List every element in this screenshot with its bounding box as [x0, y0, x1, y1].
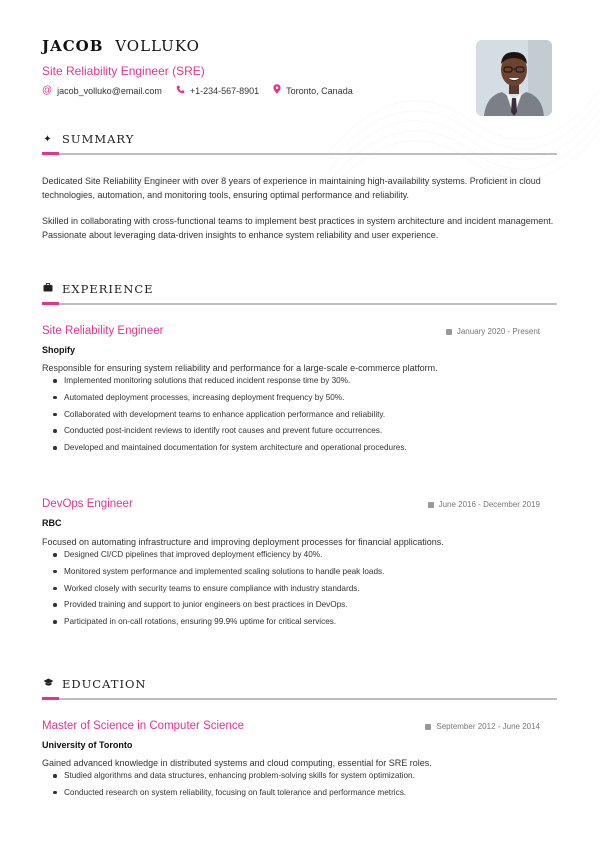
last-name: VOLLUKO [115, 37, 200, 55]
list-item: Collaborated with development teams to enhance application performance and reliability. [52, 409, 552, 426]
job-company: Shopify [42, 345, 75, 355]
summary-paragraph-2: Skilled in collaborating with cross-functional teams to implement best practices in system architecture and incident management. Passionate about leveraging data-driven insights to enhance system reliability and user experience. [42, 216, 554, 240]
section-divider [42, 698, 557, 700]
contact-info [42, 84, 353, 97]
contact-email[interactable] [42, 84, 162, 97]
education-section-header [42, 677, 557, 700]
list-item: Conducted post-incident reviews to identify root causes and prevent future occurrences. [52, 425, 552, 442]
job-role: Site Reliability Engineer (SRE) [42, 64, 205, 78]
job-dates: June 2016 - December 2019 [428, 500, 540, 509]
calendar-icon [425, 724, 431, 730]
section-divider [42, 303, 557, 305]
contact-location [273, 84, 353, 97]
experience-section-header [42, 282, 557, 305]
section-divider [42, 153, 557, 155]
list-item: Participated in on-call rotations, ensuring 99.9% uptime for critical services. [52, 616, 552, 633]
profile-photo [476, 40, 552, 116]
summary-section-header [42, 132, 557, 155]
education-bullets [52, 770, 552, 804]
briefcase-icon [42, 283, 54, 295]
calendar-icon [428, 502, 434, 508]
location-text: Toronto, Canada [286, 85, 353, 96]
phone-icon [176, 85, 185, 97]
list-item: Designed CI/CD pipelines that improved deployment efficiency by 40%. [52, 549, 552, 566]
list-item: Developed and maintained documentation for system architecture and operational procedures. [52, 442, 552, 459]
education-description: Gained advanced knowledge in distributed systems and cloud computing, essential for SRE roles. [42, 758, 432, 768]
sparkle-icon: ✦ [43, 133, 53, 145]
first-name: JACOB [42, 37, 104, 55]
map-pin-icon [273, 84, 281, 97]
job-title: Site Reliability Engineer [42, 325, 164, 337]
job-dates: January 2020 - Present [446, 327, 540, 336]
calendar-icon [446, 329, 452, 335]
school-name: University of Toronto [42, 740, 133, 750]
list-item: Worked closely with security teams to ensure compliance with industry standards. [52, 583, 552, 600]
list-item: Studied algorithms and data structures, enhancing problem-solving skills for system optimization. [52, 770, 552, 787]
list-item: Monitored system performance and implemented scaling solutions to handle peak loads. [52, 566, 552, 583]
candidate-name [42, 37, 200, 55]
summary-paragraph-1: Dedicated Site Reliability Engineer with over 8 years of experience in maintaining high-availability systems. Proficient in cloud technologies, automation, and monitoring tools, ensuring optimal performance and reliability. [42, 176, 541, 200]
job-company: RBC [42, 518, 62, 528]
job-title: DevOps Engineer [42, 498, 133, 510]
degree-title: Master of Science in Computer Science [42, 720, 244, 732]
job-description: Responsible for ensuring system reliability and performance for a large-scale e-commerce platform. [42, 363, 438, 373]
education-title: EDUCATION [62, 677, 147, 691]
list-item: Conducted research on system reliability, focusing on fault tolerance and performance metrics. [52, 787, 552, 804]
job-bullets [52, 375, 552, 459]
list-item: Automated deployment processes, increasing deployment frequency by 50%. [52, 392, 552, 409]
experience-title: EXPERIENCE [62, 282, 154, 296]
contact-phone[interactable] [176, 84, 259, 97]
job-bullets [52, 549, 552, 633]
phone-text: +1-234-567-8901 [189, 85, 260, 96]
job-description: Focused on automating infrastructure and improving deployment processes for financial applications. [42, 537, 444, 547]
list-item: Implemented monitoring solutions that reduced incident response time by 30%. [52, 375, 552, 392]
list-item: Provided training and support to junior engineers on best practices in DevOps. [52, 599, 552, 616]
education-dates: September 2012 - June 2014 [425, 722, 540, 731]
email-text: jacob_volluko@email.com [57, 85, 162, 96]
graduation-cap-icon [42, 678, 54, 690]
summary-title: SUMMARY [62, 132, 135, 146]
at-icon: @ [42, 84, 53, 96]
